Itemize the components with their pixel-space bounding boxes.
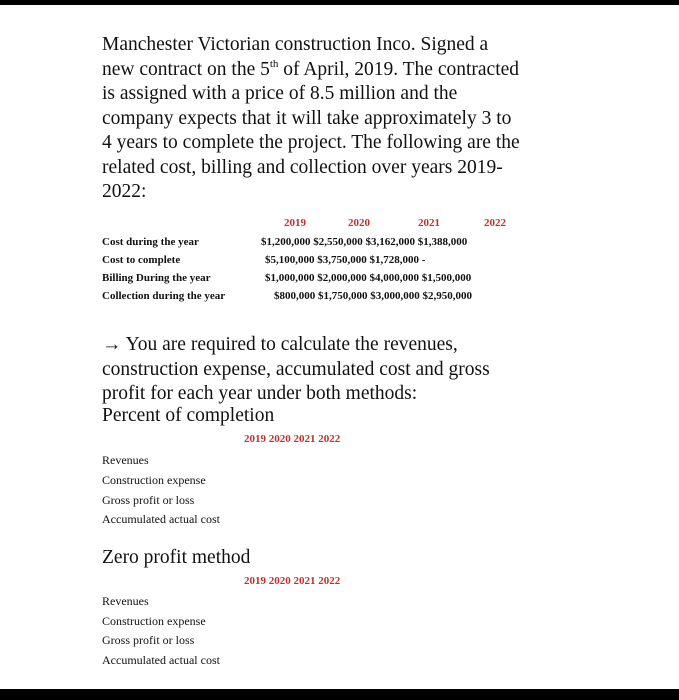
task-line-2: construction expense, accumulated cost and gross xyxy=(102,358,490,380)
zero-year-header: 2019 2020 2021 2022 xyxy=(244,575,341,587)
task-line-1: → You are required to calculate the revenues, xyxy=(102,334,458,355)
task-paragraph xyxy=(102,333,592,407)
zero-row-accumulated-cost: Accumulated actual cost xyxy=(102,653,220,667)
row-label: Cost during the year xyxy=(102,236,199,248)
intro-line-7: 2022: xyxy=(102,181,147,202)
ordinal-superscript: th xyxy=(269,57,279,70)
row-label: Cost to complete xyxy=(102,254,181,266)
intro-line-6: related cost, billing and collection over years 2019- xyxy=(102,156,503,178)
poc-row-accumulated-cost: Accumulated actual cost xyxy=(102,512,220,526)
intro-line-5: 4 years to complete the project. The following are the xyxy=(102,132,520,153)
zero-row-gross-profit: Gross profit or loss xyxy=(102,633,195,647)
zero-row-revenues: Revenues xyxy=(102,594,149,608)
intro-line-2-a: new contract on the 5 xyxy=(102,58,270,80)
year-header-2021: 2021 xyxy=(418,217,440,229)
poc-title: Percent of completion xyxy=(102,405,275,426)
poc-row-construction-expense: Construction expense xyxy=(102,473,206,487)
poc-row-revenues: Revenues xyxy=(102,453,149,467)
year-header-2022: 2022 xyxy=(484,217,506,229)
zero-row-construction-expense: Construction expense xyxy=(102,614,206,628)
intro-line-3: is assigned with a price of 8.5 million and the xyxy=(102,83,458,104)
intro-line-4: company expects that it will take approximately 3 to xyxy=(102,107,512,129)
intro-paragraph xyxy=(102,33,592,205)
intro-line-2 xyxy=(102,58,592,83)
task-line-3: profit for each year under both methods: xyxy=(102,383,418,404)
zero-profit-title: Zero profit method xyxy=(102,547,251,568)
poc-row-gross-profit: Gross profit or loss xyxy=(102,493,195,507)
row-values: $5,100,000 $3,750,000 $1,728,000 - xyxy=(265,254,426,266)
row-label: Billing During the year xyxy=(102,272,211,284)
year-header-2020: 2020 xyxy=(348,217,370,229)
poc-year-header: 2019 2020 2021 2022 xyxy=(244,433,341,445)
intro-line-1: Manchester Victorian construction Inco. Signed a xyxy=(102,34,489,55)
row-values: $1,200,000 $2,550,000 $3,162,000 $1,388,000 xyxy=(261,236,468,248)
year-header-2019: 2019 xyxy=(284,217,306,229)
document-page xyxy=(0,5,679,689)
row-label: Collection during the year xyxy=(102,290,226,302)
intro-line-2-b: of April, 2019. The contracted xyxy=(278,58,520,80)
row-values: $1,000,000 $2,000,000 $4,000,000 $1,500,000 xyxy=(265,272,472,284)
row-values: $800,000 $1,750,000 $3,000,000 $2,950,000 xyxy=(274,290,472,302)
